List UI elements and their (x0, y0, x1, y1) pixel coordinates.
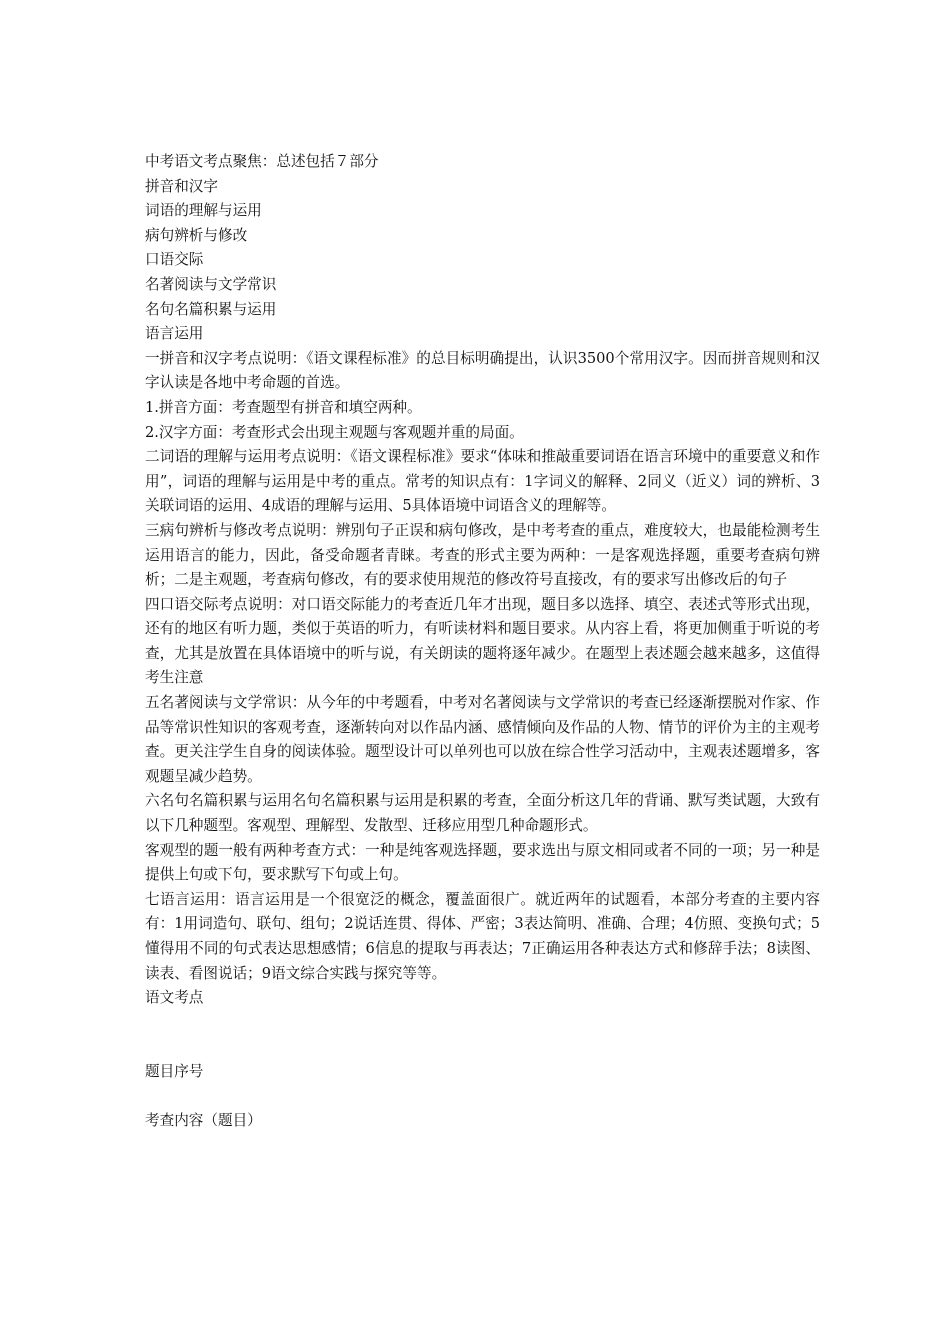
section-label: 语文考点 (145, 989, 204, 1007)
outline-item: 名句名篇积累与运用 (145, 300, 277, 318)
outline-item: 词语的理解与运用 (145, 202, 262, 220)
document-title: 中考语文考点聚焦：总述包括７部分 (145, 153, 379, 170)
paragraph-oral-communication: 四口语交际考点说明：对口语交际能力的考查近几年才出现，题目多以选择、填空、表述式等形式出现，还有的地区有听力题，类似于英语的听力，有听读材料和题目要求。从内容上看，将更加侧重于听说的考查，尤其是放置在具体语境中的听与说，有关朗读的题将逐年减少。在题型上表述题会越来越多，这值得考生注意 (145, 595, 820, 687)
blank-space (145, 1011, 820, 1060)
paragraph-objective-questions: 客观型的题一般有两种考查方式：一种是纯客观选择题，要求选出与原文相同或者不同的一项；另一种是提供上句或下句，要求默写下句或上句。 (145, 841, 820, 884)
table-header-content: 考查内容（题目） (145, 1112, 262, 1130)
outline-item: 拼音和汉字 (145, 177, 218, 195)
paragraph-language-use: 七语言运用：语言运用是一个很宽泛的概念，覆盖面很广。就近两年的试题看，本部分考查的主要内容有：1用词造句、联句、组句；2说话连贯、得体、严密；3表达简明、准确、合理；4仿照、变换句式；5懂得用不同的句式表达思想感情；6信息的提取与再表达；7正确运用各种表达方式和修辞手法；8读图、读表、看图说话；9语文综合实践与探究等等。 (145, 890, 820, 982)
outline-item: 语言运用 (145, 325, 204, 343)
paragraph-famous-lines: 六名句名篇积累与运用名句名篇积累与运用是积累的考查，全面分析这几年的背诵、默写类试题，大致有以下几种题型。客观型、理解型、发散型、迁移应用型几种命题形式。 (145, 792, 820, 835)
blank-space (145, 1084, 820, 1109)
paragraph-word-usage: 二词语的理解与运用考点说明：《语文课程标准》要求“体味和推敲重要词语在语言环境中的重要意义和作用”，词语的理解与运用是中考的重点。常考的知识点有：1字词义的解释、2同义（近义）词的辨析、3关联词语的运用、4成语的理解与运用、5具体语境中词语含义的理解等。 (145, 448, 820, 515)
table-header-question-number: 题目序号 (145, 1062, 204, 1080)
document-page (145, 150, 820, 1134)
outline-item: 名著阅读与文学常识 (145, 275, 277, 293)
paragraph-sentence-error: 三病句辨析与修改考点说明：辨别句子正误和病句修改，是中考考查的重点，难度较大，也最能检测考生运用语言的能力，因此，备受命题者青睐。考查的形式主要为两种：一是客观选择题，重要考查病句辨析；二是主观题，考查病句修改，有的要求使用规范的修改符号直接改，有的要求写出修改后的句子 (145, 521, 820, 589)
paragraph-pinyin-point: 1.拼音方面：考查题型有拼音和填空两种。 (145, 398, 422, 416)
outline-item: 口语交际 (145, 251, 204, 269)
paragraph-classics-reading: 五名著阅读与文学常识：从今年的中考题看，中考对名著阅读与文学常识的考查已经逐渐摆脱对作家、作品等常识性知识的客观考查，逐渐转向对以作品内涵、感情倾向及作品的人物、情节的评价为主的主观考查。更关注学生自身的阅读体验。题型设计可以单列也可以放在综合性学习活动中，主观表述题增多，客观题呈减少趋势。 (145, 694, 820, 785)
paragraph-pinyin-hanzi: 一拼音和汉字考点说明：《语文课程标准》的总目标明确提出，认识3500个常用汉字。因而拼音规则和汉字认读是各地中考命题的首选。 (145, 349, 820, 392)
paragraph-hanzi-point: 2.汉字方面：考查形式会出现主观题与客观题并重的局面。 (145, 423, 524, 441)
outline-item: 病句辨析与修改 (145, 226, 248, 244)
